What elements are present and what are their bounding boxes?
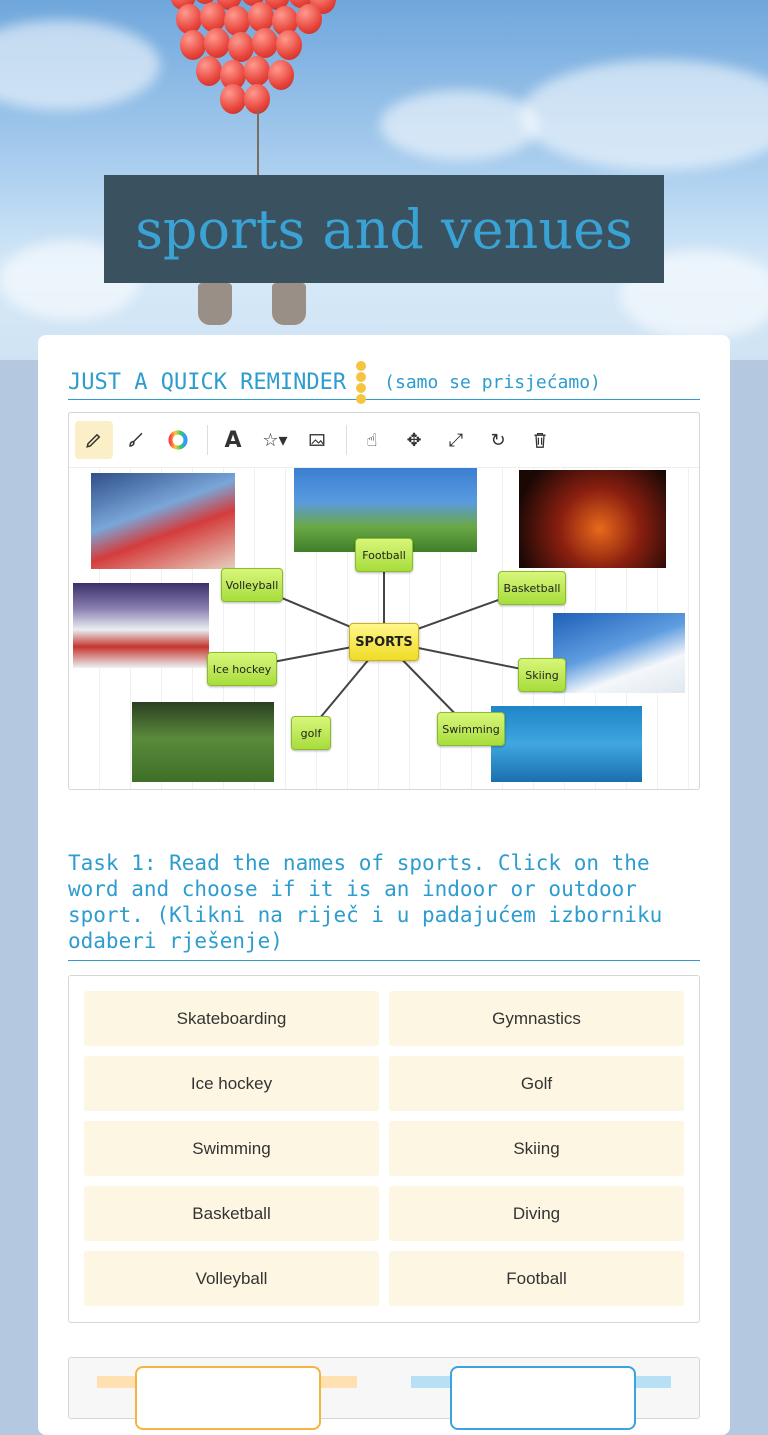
balloon-string	[257, 110, 259, 180]
pencil-icon[interactable]	[75, 421, 113, 459]
mindmap-node-golf[interactable]: golf	[291, 716, 331, 750]
mindmap-node-sports[interactable]: SPORTS	[349, 623, 419, 661]
sport-dropdown-volleyball[interactable]: Volleyball	[84, 1251, 379, 1306]
mindmap-node-volleyball[interactable]: Volleyball	[221, 568, 283, 602]
elephant-leg	[272, 283, 306, 325]
sport-dropdown-ice-hockey[interactable]: Ice hockey	[84, 1056, 379, 1111]
mindmap-node-ice-hockey[interactable]: Ice hockey	[207, 652, 277, 686]
move-icon[interactable]: ✥	[406, 429, 422, 451]
fullscreen-icon[interactable]: ⤢	[448, 429, 464, 451]
sport-dropdown-swimming[interactable]: Swimming	[84, 1121, 379, 1176]
redo-icon[interactable]: ↻	[490, 429, 506, 451]
title-banner	[104, 175, 664, 283]
task1-instructions: Task 1: Read the names of sports. Click on the word and choose if it is an indoor or outdoor sport. (Klikni na riječ i u padajućem izborniku odaberi rješenje)	[68, 850, 700, 961]
sports-dropdown-grid	[68, 975, 700, 1323]
sport-dropdown-skateboarding[interactable]: Skateboarding	[84, 991, 379, 1046]
sport-dropdown-diving[interactable]: Diving	[389, 1186, 684, 1241]
image-icon[interactable]	[298, 421, 336, 459]
mindmap-node-football[interactable]: Football	[355, 538, 413, 572]
star-icon[interactable]: ☆▾	[262, 429, 288, 451]
elephant-leg	[198, 283, 232, 325]
smiley-icon	[356, 360, 366, 404]
toolbar-divider	[346, 425, 347, 455]
color-wheel-icon[interactable]	[159, 421, 197, 459]
sport-dropdown-skiing[interactable]: Skiing	[389, 1121, 684, 1176]
mindmap-node-basketball[interactable]: Basketball	[498, 571, 566, 605]
ice-hockey-photo	[73, 583, 209, 668]
trash-icon[interactable]	[521, 421, 559, 459]
golf-photo	[132, 702, 274, 782]
mindmap-node-skiing[interactable]: Skiing	[518, 658, 566, 692]
page-title: sports and venues	[135, 197, 633, 261]
swimming-photo	[491, 706, 642, 782]
skiing-photo	[553, 613, 685, 693]
card-left	[135, 1366, 321, 1430]
mindmap-canvas[interactable]	[69, 468, 699, 789]
sport-dropdown-football[interactable]: Football	[389, 1251, 684, 1306]
brush-icon[interactable]	[117, 421, 155, 459]
hand-icon[interactable]: ☝	[366, 429, 378, 451]
worksheet-card	[38, 335, 730, 1435]
sport-dropdown-basketball[interactable]: Basketball	[84, 1186, 379, 1241]
sport-dropdown-gymnastics[interactable]: Gymnastics	[389, 991, 684, 1046]
reminder-subtitle: (samo se prisjećamo)	[384, 371, 601, 393]
basketball-photo	[519, 470, 666, 568]
card-right	[450, 1366, 636, 1430]
reminder-title: JUST A QUICK REMINDER	[68, 369, 347, 395]
header-banner	[0, 0, 768, 360]
text-icon[interactable]: A	[224, 427, 242, 453]
volleyball-photo	[91, 473, 235, 569]
toolbar-divider	[207, 425, 208, 455]
mindmap-board[interactable]	[68, 412, 700, 790]
drawing-toolbar	[69, 413, 699, 468]
mindmap-node-swimming[interactable]: Swimming	[437, 712, 505, 746]
next-activity-box	[68, 1357, 700, 1419]
sport-dropdown-golf[interactable]: Golf	[389, 1056, 684, 1111]
balloons-illustration	[160, 0, 360, 120]
reminder-heading	[68, 365, 700, 400]
